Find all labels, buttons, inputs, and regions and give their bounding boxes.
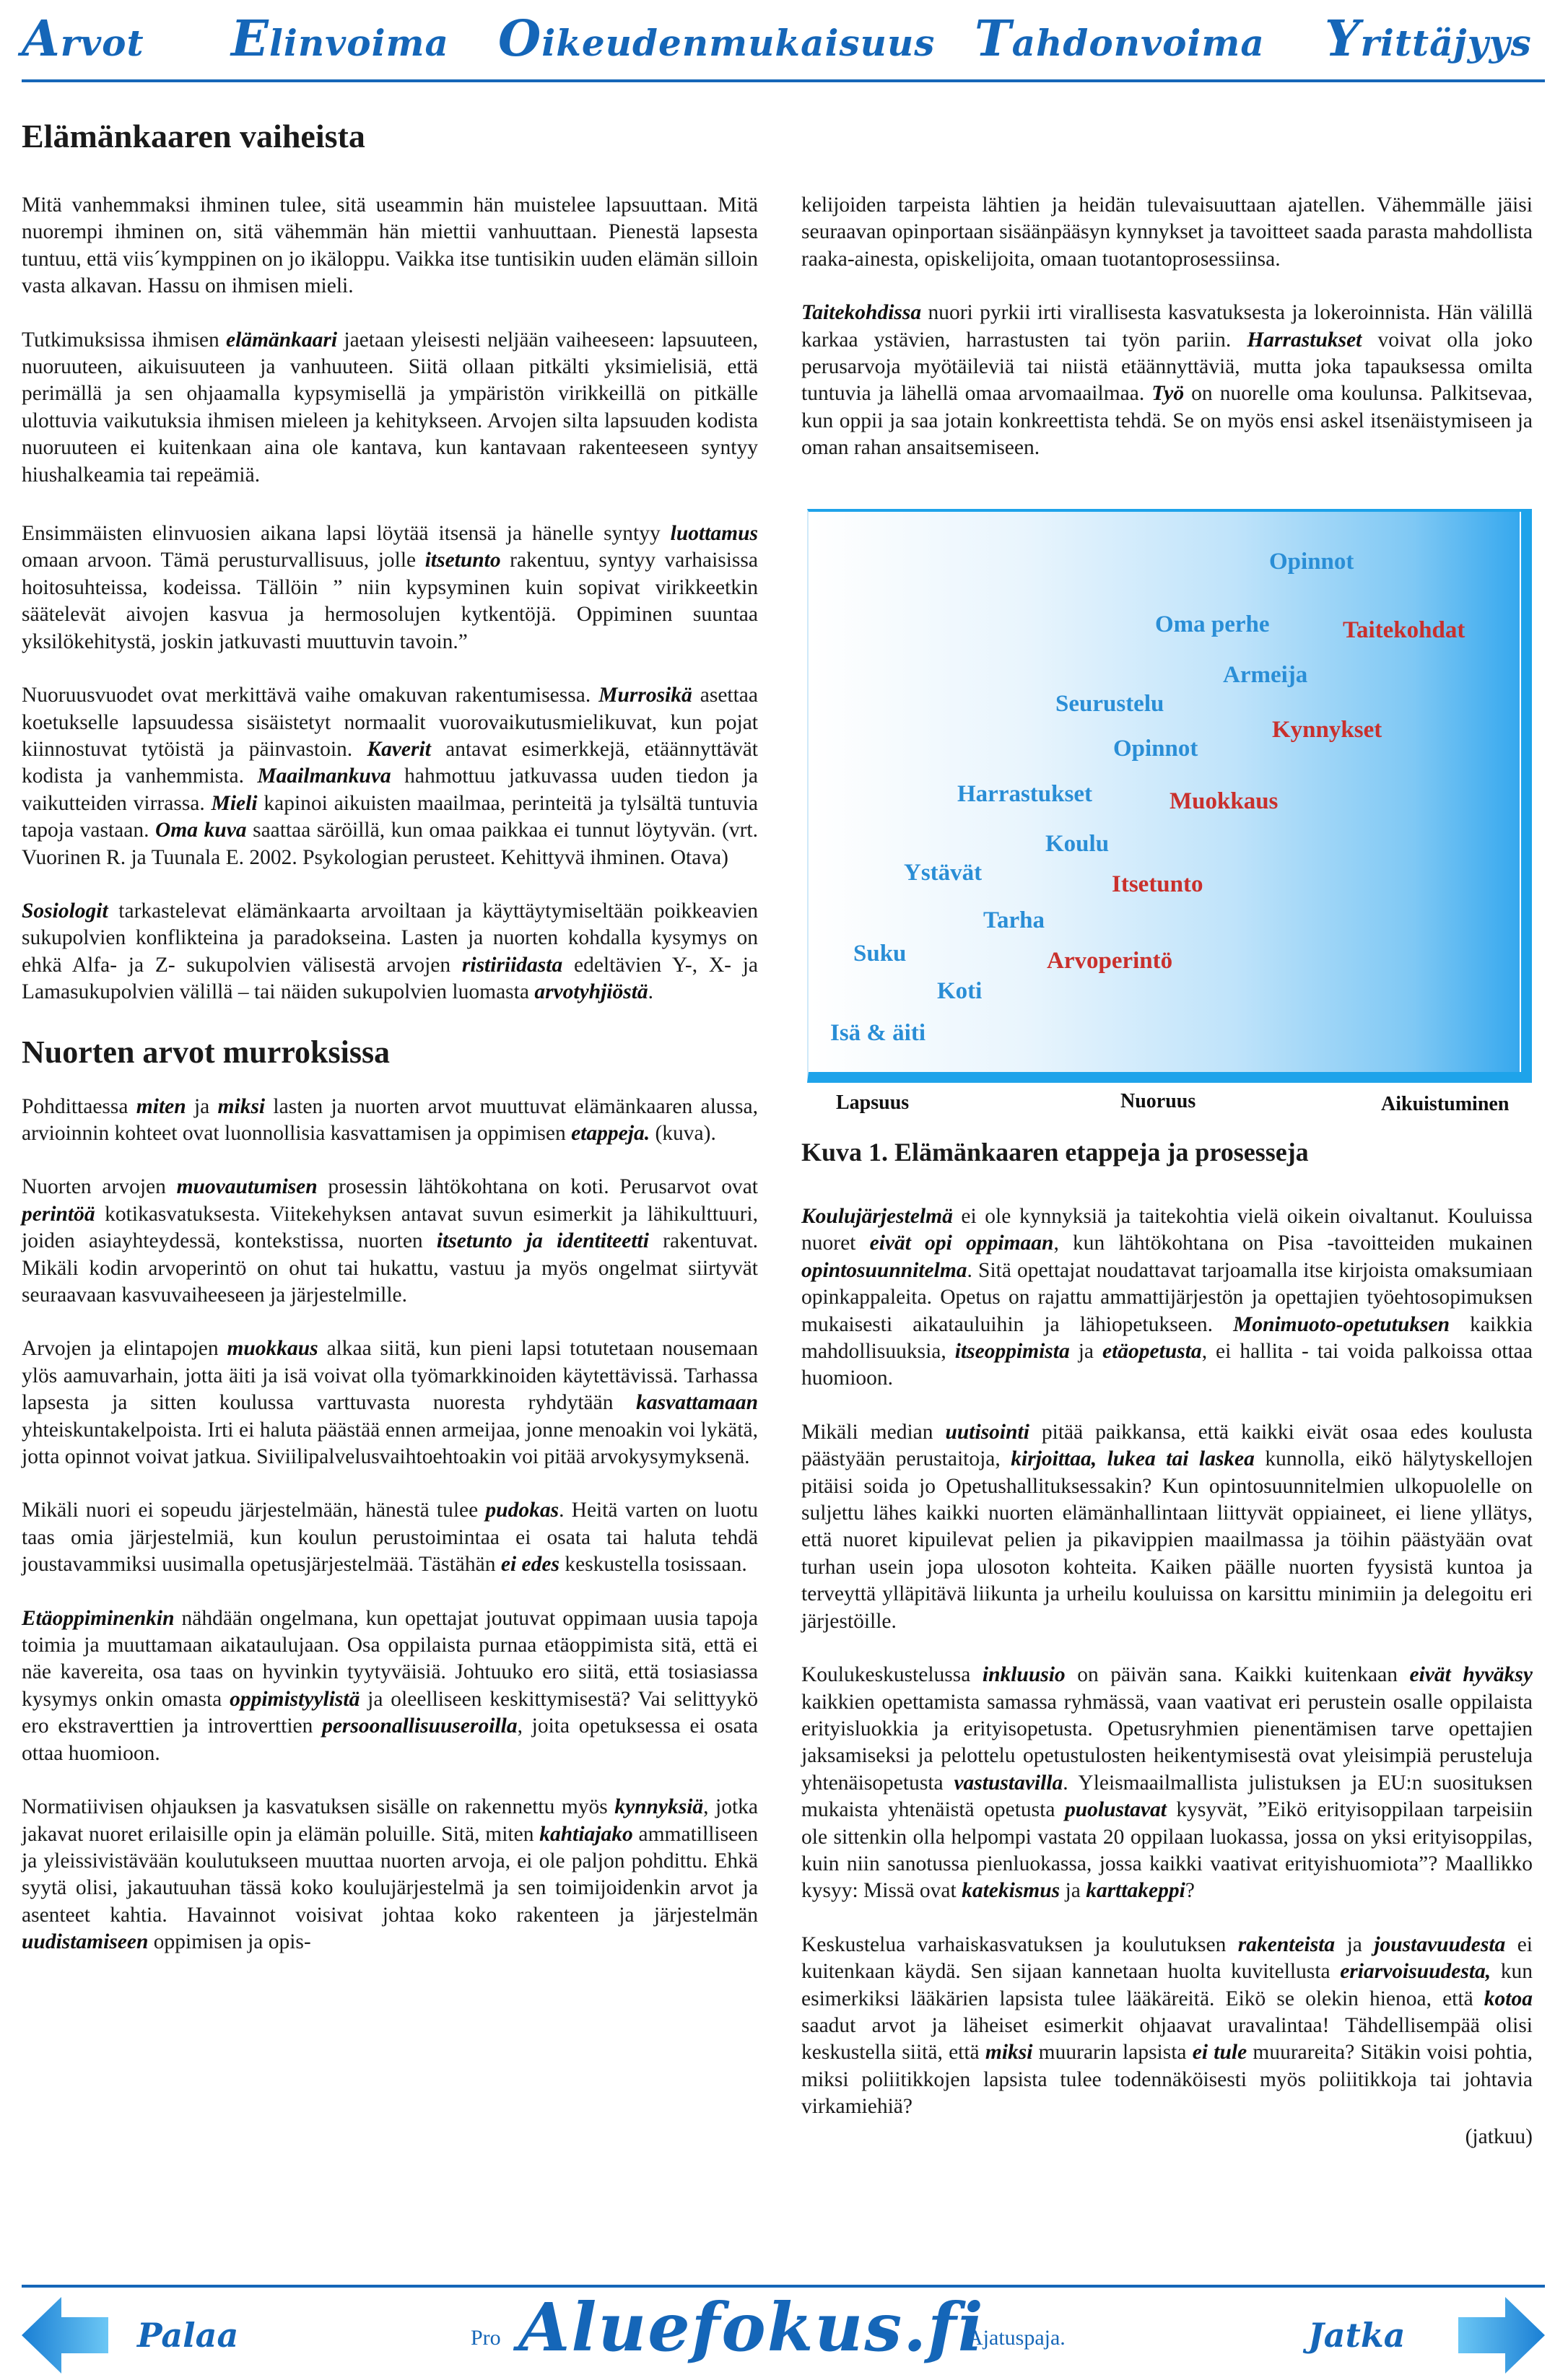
- paragraph: Etäoppiminenkin nähdään ongelmana, kun opettajat joutuvat oppimaan uusia tapoja toimia ja muuttamaan aikataulujaan. Osa oppilaista purnaa etäoppimista sitä, että ei näe kavereita, osa taas on hyvinkin tyytyväisiä. Johtuuko ero siitä, että tosiasiassa kysymys onkin omasta oppimistyylistä ja oleelliseen keskittymisestä? Vai selittyykö ero ekstraverttien ja introverttien persoonallisuuseroilla, joita opetuksessa ei osata ottaa huomioon.: [22, 1606, 758, 1765]
- label-opinnot: Opinnot: [1113, 736, 1198, 762]
- label-koulu: Koulu: [1045, 831, 1110, 857]
- axis-lapsuus: Lapsuus: [836, 1091, 910, 1114]
- label-taitekohdat: Taitekohdat: [1343, 617, 1465, 643]
- nav-arvot[interactable]: Arvot: [22, 10, 144, 68]
- paragraph: Sosiologit tarkastelevat elämänkaarta arvoiltaan ja käyttäytymiseltään poikkeavien sukupolvien konflikteina ja paradokseina. Lasten ja nuorten kohdalla kysymys on ehkä Alfa- ja Z- sukupolvien välisestä arvojen ristiriidasta edeltävien Y-, X- ja Lamasukupolvien välillä – tai näiden sukupolvien luomasta arvotyhjiöstä.: [22, 899, 758, 1004]
- right-column-bottom: [801, 1203, 1533, 2150]
- bottom-divider: [22, 2285, 1545, 2288]
- nav-yrittajyys[interactable]: Yrittäjyys: [1325, 10, 1532, 68]
- label-seurustelu: Seurustelu: [1055, 691, 1164, 717]
- next-link[interactable]: Jatka: [1308, 2316, 1406, 2355]
- pro-label: Pro: [471, 2326, 501, 2350]
- label-muokkaus: Muokkaus: [1170, 788, 1279, 814]
- paragraph: Mitä vanhemmaksi ihminen tulee, sitä useammin hän muistelee lapsuuttaan. Mitä nuorempi ihminen on, sitä vähemmän hän miettii vanhuuttaan. Pienestä lapsesta tuntuu, että viis´kymppinen on jo ikäloppu. Vaikka itse tuntisikin uuden elämän silloin vasta alkavan. Hassu on ihmisen mieli.: [22, 193, 758, 298]
- paragraph: Arvojen ja elintapojen muokkaus alkaa siitä, kun pieni lapsi totutetaan nousemaan ylös aamuvarhain, jotta äiti ja isä voivat olla työmarkkinoiden käytettävissä. Tarhassa lapsesta ja sitten koulussa varttuvasta nuoresta ryhdytään kasvattamaan yhteiskuntakelpoista. Irti ei haluta päästää ennen armeijaa, jonne menoakin voi lykätä, jotta opinnot voivat jatkua. Siviilipalvelusvaihtoehtoakin voi pitää arvokysymyksenä.: [22, 1337, 758, 1469]
- page-title: Elämänkaaren vaiheista: [22, 118, 365, 154]
- nav-tahdonvoima[interactable]: Tahdonvoima: [975, 10, 1265, 68]
- right-column-top: [801, 192, 1533, 489]
- continued-note: (jatkuu): [1465, 2124, 1533, 2148]
- label-armeija: Armeija: [1223, 662, 1308, 688]
- paragraph: Pohdittaessa miten ja miksi lasten ja nuorten arvot muuttuvat elämänkaaren alussa, arvioinnin kohteet ovat luonnollisia kasvattamisen ja oppimisen etappeja. (kuva).: [22, 1094, 758, 1145]
- axis-nuoruus: Nuoruus: [1120, 1090, 1196, 1112]
- think-tank-label: Ajatuspaja.: [967, 2326, 1066, 2350]
- back-arrow-icon[interactable]: [22, 2297, 108, 2374]
- back-link[interactable]: Palaa: [137, 2316, 239, 2355]
- label-koti: Koti: [937, 978, 983, 1004]
- axis-aikuistuminen: Aikuistuminen: [1381, 1093, 1510, 1115]
- paragraph: Koulukeskustelussa inkluusio on päivän sana. Kaikki kuitenkaan eivät hyväksy kaikkien opettamista samassa ryhmässä, vaan vaativat eri perustein osalle oppilaista erityisluokkia ja erityisopetusta. Opetusryhmien pienentämisen tarve opettajien jaksamiseksi ja pelottelu opetustulosten heikentymisestä ovat yleisimpiä perusteluja yhtenäisopetusta vastustavilla. Yleismaailmallista julistuksen ja EU:n suosituksen mukaista yhtenäistä opetusta puolustavat kysyvät, ”Eikö erityisoppilaan tarpeisiin ole sittenkin olla helpompi vastata 20 oppilaan luokassa, jossa on yksi erityisoppilas, kuin niin sanotussa pienluokassa, jossa kaikki vaativat erityishuomiota”? Maallikko kysyy: Missä ovat katekismus ja karttakeppi?: [801, 1663, 1533, 1903]
- top-divider: [22, 79, 1545, 82]
- paragraph: Taitekohdissa nuori pyrkii irti virallisesta kasvatuksesta ja lokeroinnista. Hän välillä karkaa ystävien, harrastusten tai työn pariin. Harrastukset voivat olla joko perusarvoja myötäileviä tai niistä etäännyttäviä, mutta joka tapauksessa omilta tuntuvia ja lähellä omaa arvomaailmaa. Työ on nuorelle oma koulunsa. Palkitsevaa, kun oppii ja saa jotain konkreettista tehdä. Se on myös ensi askel itsenäistymiseen ja oman rahan ansaitsemiseen.: [801, 301, 1533, 460]
- paragraph: Mikäli median uutisointi pitää paikkansa, että kaikki eivät osaa edes koulusta päästyään perustaitoja, kirjoittaa, lukea tai laskea kunnolla, eikö hälytyskellojen pitäisi soida jo Opetushallituksessakin? Kun opintosuunnitelmien ulkopuolelle on suljettu lähes kaikki nuorten elämänhallintaan liittyvät oppiaineet, ei liene yllätys, että nuoret kipuilevat pelien ja pikavippien maailmassa ja töihin päästyään ovat turhan usein jopa ulosoton kohteita. Kaiken päälle nuorten fyysistä kuntoa ja terveyttä ylläpitävä liikunta ja urheilu kouluissa on karsittu minimiin ja delegoitu eri järjestöille.: [801, 1420, 1533, 1633]
- paragraph: Nuoruusvuodet ovat merkittävä vaihe omakuvan rakentumisessa. Murrosikä asettaa koetukselle lapsuudessa sisäistetyt normaalit vuorovaikutusmielikuvat, kun pojat kiinnostuvat tytöistä ja päinvastoin. Kaverit antavat esimerkkejä, etäännyttävät kodista ja vanhemmista. Maailmankuva hahmottuu jatkuvassa uuden tiedon ja vaikutteiden virrassa. Mieli kapinoi aikuisten maailmaa, perinteitä ja tylsältä tuntuvia tapoja vastaan. Oma kuva saattaa säröillä, kun omaa paikkaa ei tunnut löytyvän. (vrt. Vuorinen R. ja Tuunala E. 2002. Psykologian perusteet. Kehittyvä ihminen. Otava): [22, 684, 758, 869]
- section-heading: Nuorten arvot murroksissa: [22, 1034, 391, 1070]
- label-kynnykset: Kynnykset: [1272, 717, 1382, 743]
- paragraph: Mikäli nuori ei sopeudu järjestelmään, hänestä tulee pudokas. Heitä varten on luotu taas omia järjestelmiä, kun koulun perustoimintaa ei osata tai haluta tehdä joustavammiksi uusimalla opetusjärjestelmää. Tästähän ei edes keskustella tosissaan.: [22, 1499, 758, 1577]
- label-tarha: Tarha: [983, 907, 1045, 933]
- paragraph: kelijoiden tarpeista lähtien ja heidän tulevaisuuttaan ajatellen. Vähemmälle jäisi seuraavan opinportaan sisäänpääsyn kynnykset ja tavoitteet saada parasta mahdollista raaka-ainesta, opiskelijoita, omaan tuotantoprosessiinsa.: [801, 193, 1533, 271]
- label-itsetunto: Itsetunto: [1112, 871, 1203, 897]
- label-oma-perhe: Oma perhe: [1155, 611, 1270, 637]
- figure-caption: Kuva 1. Elämänkaaren etappeja ja prosesseja: [801, 1138, 1309, 1167]
- life-stage-figure: [807, 509, 1533, 1084]
- label-ystavat: Ystävät: [904, 860, 983, 886]
- paragraph: Nuorten arvojen muovautumisen prosessin lähtökohtana on koti. Perusarvot ovat perintöä kotikasvatuksesta. Viitekehyksen antavat suvun esimerkit ja lähikulttuuri, joiden asiayhteydessä, kontekstissa, nuorten itsetunto ja identiteetti rakentuvat. Mikäli kodin arvoperintö on ohut tai hukattu, vastuu ja myös ongelmat siirtyvät seuraavaan kasvuvaiheeseen ja järjestelmille.: [22, 1175, 759, 1307]
- label-isa-aiti: Isä & äiti: [830, 1020, 925, 1046]
- nav-oikeudenmukaisuus[interactable]: Oikeudenmukaisuus: [498, 10, 936, 68]
- paragraph: Tutkimuksissa ihmisen elämänkaari jaetaan yleisesti neljään vaiheeseen: lapsuuteen, nuoruuteen, aikuisuuteen ja vanhuuteen. Siitä ollaan pitkälti yksimielisiä, että perimällä ja sen ohjaamalla kypsymisellä ja ympäristön virikkeillä on pitkälle ulottuvia vaikutuksia ihmisen mieleen ja kehitykseen. Arvojen silta lapsuuden kodista nuoruuteen ei kuitenkaan aina ole kantava, kun kantavaan rakenteeseen syntyy hiushalkeamia tai repeämiä.: [22, 328, 758, 487]
- label-opinnot-top: Opinnot: [1269, 549, 1354, 575]
- paragraph: Keskustelua varhaiskasvatuksen ja koulutuksen rakenteista ja joustavuudesta ei kuitenkaan käydä. Sen sijaan kannetaan huolta kuvitellusta eriarvoisuudesta, kun esimerkiksi lääkärien lapsista tulee lääkäreitä. Eikö se olekin hienoa, että kotoa saadut arvot ja läheiset esimerkit ohjaavat uravalintaa! Tähdellisempää olisi keskustella siitä, että miksi muurarin lapsista ei tule muurareita? Sitäkin voisi pohtia, miksi poliitikkojen lapsista tulee todennäköisesti myös poliitikkoja tai johtavia virkamiehiä?: [801, 1932, 1533, 2119]
- label-suku: Suku: [853, 941, 907, 967]
- label-arvoperinto: Arvoperintö: [1047, 948, 1173, 974]
- paragraph: Ensimmäisten elinvuosien aikana lapsi löytää itsensä ja hänelle syntyy luottamus omaan arvoon. Tämä perusturvallisuus, jolle itsetunto rakentuu, syntyy varhaisissa hoitosuhteissa, kodeissa. Tällöin ” niin kypsyminen kuin sopivat virikkeetkin säätelevät aivojen kasvua ja hermosolujen kytkentöjä. Oppiminen suuntaa yksilökehitystä, joskin jatkuvasti muuttuvin tavoin.”: [22, 522, 758, 653]
- top-navigation: [0, 0, 1568, 87]
- nav-elinvoima[interactable]: Elinvoima: [231, 10, 449, 68]
- label-harrastukset: Harrastukset: [957, 781, 1092, 807]
- paragraph: Koulujärjestelmä ei ole kynnyksiä ja taitekohtia vielä oikein oivaltanut. Kouluissa nuoret eivät opi oppimaan, kun lähtökohtana on Pisa -tavoitteiden mukainen opintosuunnitelma. Sitä opettajat noudattavat tarjoamalla itse kirjoista omaksumiaan opinkappaleita. Opetus on rajattu ammattijärjestön ja opettajien työehtosopimuksen mukaisesti aikatauluihin ja lähiopetukseen. Monimuoto-opetutuksen kaikkia mahdollisuuksia, itseoppimista ja etäopetusta, ei hallita - tai voida palkoissa ottaa huomioon.: [801, 1205, 1533, 1390]
- left-column: [22, 192, 758, 1983]
- forward-arrow-icon[interactable]: [1458, 2297, 1545, 2374]
- brand-logo[interactable]: Aluefokus.fi: [518, 2288, 985, 2366]
- paragraph: Normatiivisen ohjauksen ja kasvatuksen sisälle on rakennettu myös kynnyksiä, jotka jakavat nuoret erilaisille opin ja elämän poluille. Sitä, miten kahtiajako ammatilliseen ja yleissivistävään koulutukseen muuttaa nuorten arvoja, ei ole paljon pohdittu. Ehkä syytä olisi, jakautuuhan tässä koko koulujärjestelmä ja sen toimijoidenkin arvot ja asenteet kahtia. Havainnot voisivat johtaa koko rakenteen ja järjestelmän uudistamiseen oppimisen ja opis-: [22, 1795, 758, 1954]
